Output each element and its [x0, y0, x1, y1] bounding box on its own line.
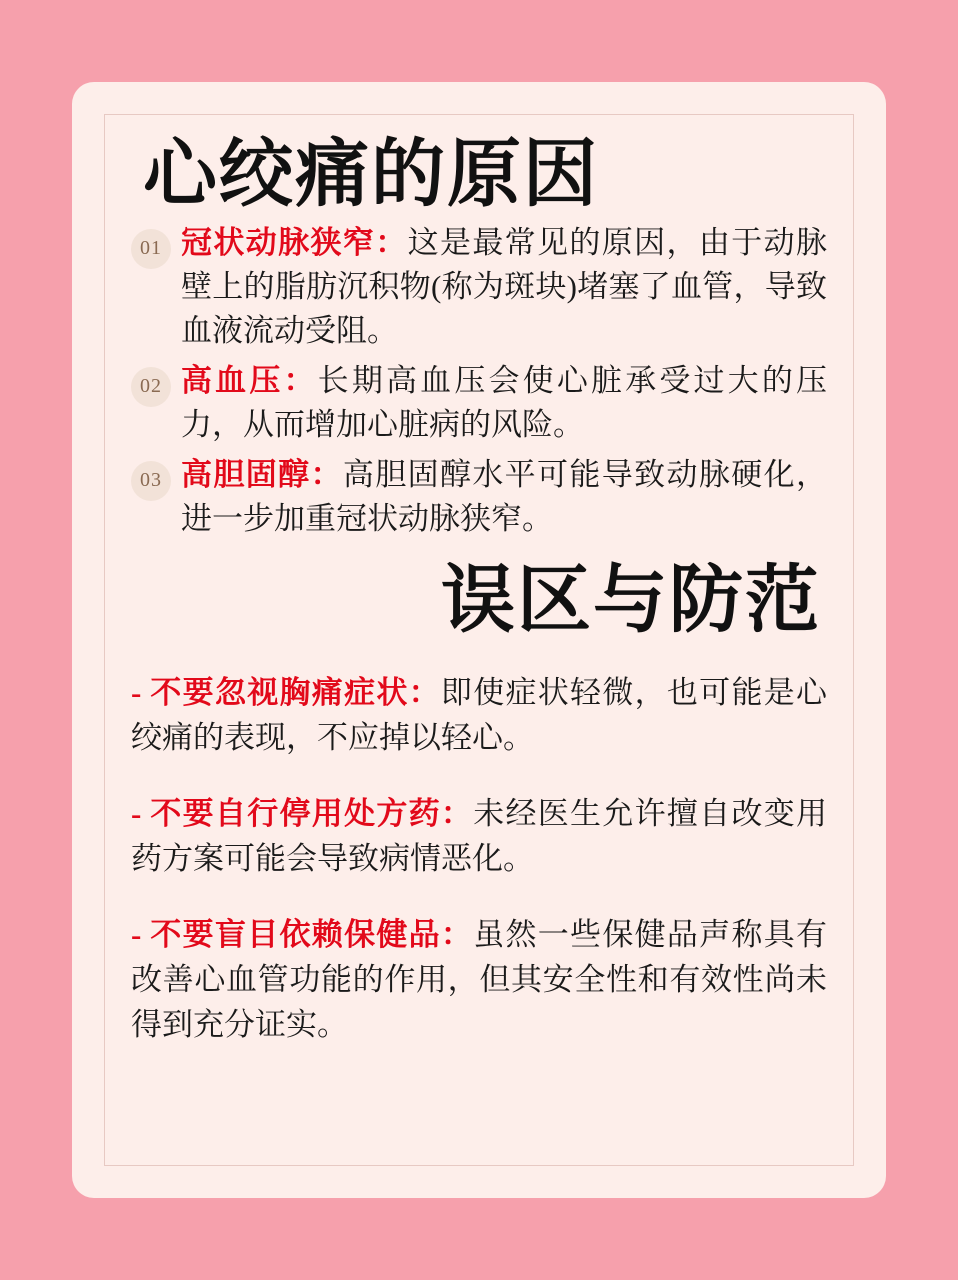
poster-card: [72, 82, 886, 1198]
list-item: [131, 453, 827, 541]
number-badge: 03: [131, 461, 171, 501]
number-badge: 02: [131, 367, 171, 407]
dash-marker: -: [131, 796, 142, 832]
myths-list: [131, 671, 827, 1048]
list-item: [131, 671, 827, 761]
cause-body: 长期高血压会使心脏承受过大的压力，从而增加心脏病的风险。: [181, 362, 828, 442]
myth-label: 不要自行停用处方药：: [150, 796, 474, 832]
list-item: [131, 359, 827, 447]
cause-label: 冠状动脉狭窄：: [181, 224, 408, 260]
cause-body: 高胆固醇水平可能导致动脉硬化，进一步加重冠状动脉狭窄。: [181, 456, 828, 536]
myth-body: 即使症状轻微，也可能是心绞痛的表现，不应掉以轻心。: [131, 675, 828, 756]
cause-label: 高血压：: [181, 362, 318, 398]
poster-inner-frame: [104, 114, 854, 1166]
dash-marker: -: [131, 675, 142, 711]
myth-label: 不要盲目依赖保健品：: [150, 917, 474, 953]
cause-body: 这是最常见的原因，由于动脉壁上的脂肪沉积物(称为斑块)堵塞了血管，导致血液流动受阻。: [181, 224, 827, 348]
number-badge: 01: [131, 229, 171, 269]
page-title-myths: 误区与防范: [441, 559, 821, 642]
cause-text: [181, 359, 827, 447]
dash-marker: -: [131, 917, 142, 953]
myth-body: 虽然一些保健品声称具有改善心血管功能的作用，但其安全性和有效性尚未得到充分证实。: [131, 917, 828, 1043]
cause-label: 高胆固醇：: [181, 456, 343, 492]
list-item: [131, 792, 827, 882]
myth-label: 不要忽视胸痛症状：: [150, 675, 441, 711]
cause-text: [181, 221, 827, 353]
page-title-causes: 心绞痛的原因: [143, 134, 599, 216]
list-item: [131, 913, 827, 1048]
causes-list: [131, 221, 827, 541]
cause-text: [181, 453, 827, 541]
list-item: [131, 221, 827, 353]
myth-body: 未经医生允许擅自改变用药方案可能会导致病情恶化。: [131, 796, 828, 877]
